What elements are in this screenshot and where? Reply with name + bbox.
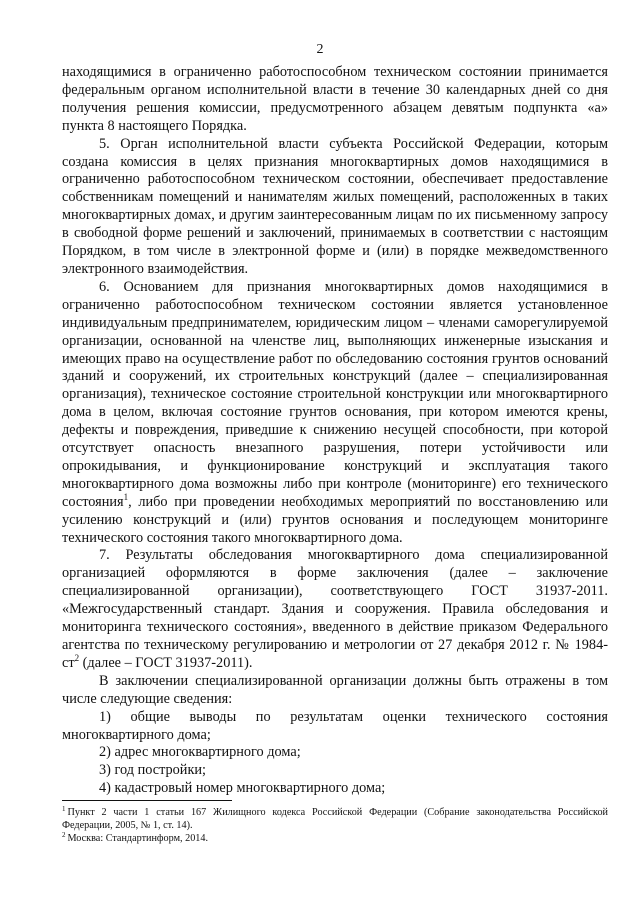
paragraph-item-5: 5. Орган исполнительной власти субъекта Российской Федерации, которым создана комиссия в целях признания многоквартирных домов находящимися в ограниченно работоспособном техническом состоянии, обеспечивает предоставление собственникам помещений и нанимателям жилых помещений, расположенных в таких многоквартирных домах, и другим заинтересованным лицам по их письменному запросу в свободной форме решений и заключений, принимаемых в соответствии с настоящим Порядком, в том числе в электронной форме и (или) в порядке межведомственного электронного взаимодействия. <box>62 135 608 277</box>
footnote-ref-2: 2 <box>74 653 80 664</box>
paragraph-continuation: находящимися в ограниченно работоспособном техническом состоянии принимается федеральным органом исполнительной власти в течение 30 календарных дней со дня получения решения комиссии, предусмотренного абзацем девятым подпункта «а» пункта 8 настоящего Порядка. <box>62 64 608 134</box>
paragraph-item-7-tail: (далее – ГОСТ 31937-2011). <box>82 654 253 671</box>
list-item-3: 3) год постройки; <box>99 762 207 779</box>
paragraph-item-7 <box>62 547 608 672</box>
page-number: 2 <box>316 42 324 57</box>
list-item-4: 4) кадастровый номер многоквартирного дома; <box>99 780 386 797</box>
document-body <box>62 64 608 798</box>
footnote-1-text: Пункт 2 части 1 статьи 167 Жилищного кодекса Российской Федерации (Собрание законодательства Российской Федерации, 2005, № 1, ст. 14). <box>62 807 608 831</box>
paragraph-item-6-tail: либо при проведении необходимых мероприятий по восстановлению или усилению конструкций и (или) грунтов основания и последующем мониторинге технического состояния такого многоквартирного дома. <box>62 493 608 546</box>
paragraph-item-6: 6. Основанием для признания многоквартирных домов находящимися в ограниченно работоспособном техническом состоянии является установленное индивидуальным предпринимателем, юридическим лицом – членами саморегулируемой организации, основанной на членстве лиц, выполняющих инженерные изыскания и имеющих право на осуществление работ по обследованию состояния грунтов оснований зданий и сооружений, их строительных конструкций (далее – специализированная организация), техническое состояние строительной конструкции или многоквартирного дома в целом, включая состояние грунтов основания, при котором имеются крены, дефекты и повреждения, приведшие к снижению несущей способности, при которой отсутствует опасность внезапного разрушения, потери устойчивости или опрокидывания, и функционирование конструкций и эксплуатация такого многоквартирного дома возможны либо при контроле (мониторинге) его технического состояния$^1$, либо при проведении необходимых мероприятий по восстановлению или усилению конструкций и (или) грунтов основания и последующем мониторинге технического состояния такого многоквартирного дома. <box>62 278 608 546</box>
list-item-2: 2) адрес многоквартирного дома; <box>99 744 301 761</box>
paragraph-item-7-text: 7. Результаты обследования многоквартирного дома специализированной организацией оформляются в форме заключения (далее – заключение специализированной организации), соответствующего ГОСТ 31937-2011. «Межгосударственный стандарт. Здания и сооружения. Правила обследования и мониторинга технического состояния», введенного в действие приказом Федерального агентства по техническому регулированию и метрологии от 27 декабря 2012 г. № 1984-ст <box>62 547 608 671</box>
footnote-2-text: Москва: Стандартинформ, 2014. <box>67 833 209 844</box>
footnote-divider <box>62 800 232 801</box>
footnotes <box>62 806 608 845</box>
footnote-1-mark: 1 <box>62 804 66 813</box>
footnote-1 <box>62 806 608 832</box>
footnote-2-mark: 2 <box>62 830 66 839</box>
footnote-2 <box>62 832 608 845</box>
footnote-ref-1: 1 <box>123 491 129 502</box>
paragraph-item-6-text: 6. Основанием для признания многоквартирных домов находящимися в ограниченно работоспособном техническом состоянии является установленное индивидуальным предпринимателем, юридическим лицом – членами саморегулируемой организации, основанной на членстве лиц, выполняющих инженерные изыскания и имеющих право на осуществление работ по обследованию состояния грунтов оснований зданий и сооружений, их строительных конструкций (далее – специализированная организация), техническое состояние строительной конструкции или многоквартирного дома в целом, включая состояние грунтов основания, при котором имеются крены, дефекты и повреждения, приведшие к снижению несущей способности, при которой отсутствует опасность внезапного разрушения, потери устойчивости или опрокидывания, и функционирование конструкций и эксплуатация такого многоквартирного дома возможны либо при контроле (мониторинге) его технического состояния <box>62 278 608 510</box>
list-item-1: 1) общие выводы по результатам оценки технического состояния многоквартирного дома; <box>62 708 608 743</box>
paragraph-conclusion-intro: В заключении специализированной организации должны быть отражены в том числе следующие сведения: <box>62 672 608 707</box>
